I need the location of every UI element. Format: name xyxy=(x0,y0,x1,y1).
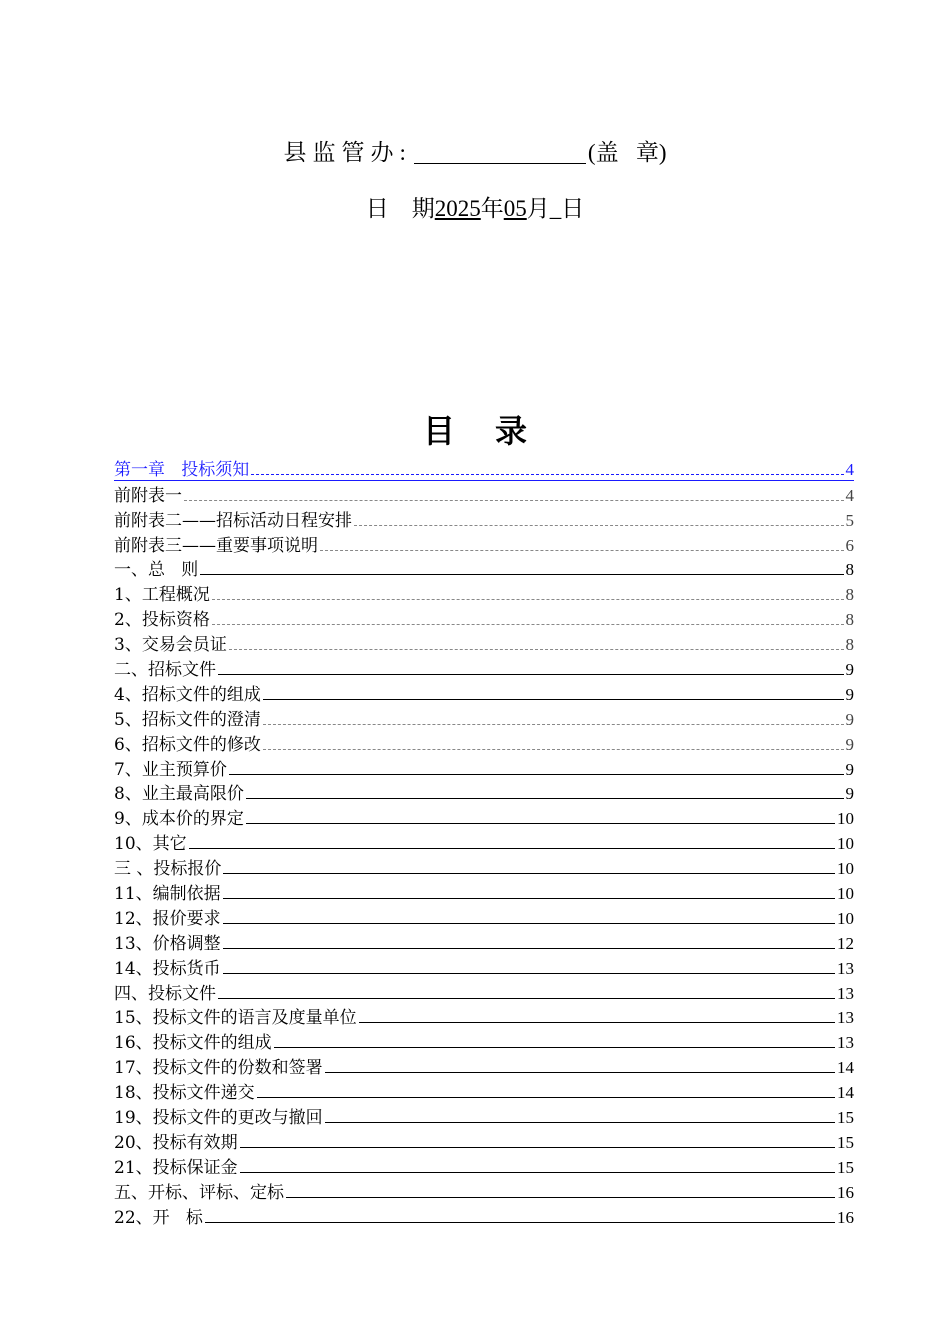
toc-leader xyxy=(200,574,843,575)
toc-entry[interactable] xyxy=(114,879,854,904)
toc-entry[interactable] xyxy=(114,780,854,805)
toc-entry-label: 前附表二——招标活动日程安排 xyxy=(114,510,352,531)
toc-entry-page: 9 xyxy=(845,709,854,729)
toc-entry-page: 10 xyxy=(837,809,854,829)
toc-leader xyxy=(212,624,844,625)
toc-entry-label: 前附表三——重要事项说明 xyxy=(114,535,318,556)
toc-entry-label: 三 、投标报价 xyxy=(114,859,222,880)
toc-leader xyxy=(286,1197,835,1198)
toc-leader xyxy=(223,873,835,874)
year-suffix: 年 xyxy=(480,196,504,221)
toc-leader xyxy=(223,973,835,974)
toc-entry[interactable] xyxy=(114,655,854,680)
toc-entry-page: 8 xyxy=(845,585,854,605)
toc-leader xyxy=(218,674,844,675)
toc-leader xyxy=(359,1022,835,1023)
toc-entry-page: 4 xyxy=(845,485,854,505)
toc-leader xyxy=(205,1222,835,1223)
date-month: 05 xyxy=(503,196,527,221)
toc-entry-page: 9 xyxy=(845,660,854,680)
toc-entry-page: 13 xyxy=(837,983,854,1003)
toc-entry-label: 13、价格调整 xyxy=(114,933,221,954)
toc-entry[interactable] xyxy=(114,854,854,879)
toc-entry[interactable] xyxy=(114,804,854,829)
toc-entry[interactable] xyxy=(114,1153,854,1178)
toc-entry-label: 18、投标文件递交 xyxy=(114,1083,255,1104)
toc-leader xyxy=(223,923,835,924)
toc-entry-page: 15 xyxy=(837,1132,854,1152)
toc-leader xyxy=(320,550,844,551)
toc-entry-label: 2、投标资格 xyxy=(114,610,210,631)
toc-entry[interactable] xyxy=(114,580,854,605)
toc-entry-page: 8 xyxy=(845,560,854,580)
toc-entry-label: 3、交易会员证 xyxy=(114,635,227,656)
toc-leader xyxy=(240,1172,835,1173)
toc-entry[interactable] xyxy=(114,929,854,954)
toc-entry[interactable] xyxy=(114,1103,854,1128)
toc-entry[interactable] xyxy=(114,680,854,705)
toc-entry-label: 7、业主预算价 xyxy=(114,759,227,780)
toc-entry-label: 9、成本价的界定 xyxy=(114,809,244,830)
toc-entry-label: 五、开标、评标、定标 xyxy=(114,1182,284,1203)
toc-leader xyxy=(218,998,835,999)
toc-entry-label: 15、投标文件的语言及度量单位 xyxy=(114,1008,357,1029)
toc-entry-page: 13 xyxy=(837,1033,854,1053)
toc-entry-page: 14 xyxy=(837,1058,854,1078)
toc-entry[interactable] xyxy=(114,730,854,755)
toc-entry[interactable] xyxy=(114,1053,854,1078)
toc-leader xyxy=(325,1072,835,1073)
toc-entry-page: 12 xyxy=(837,933,854,953)
toc-entry-label: 17、投标文件的份数和签署 xyxy=(114,1058,323,1079)
day-suffix: 日 xyxy=(561,196,585,221)
toc-entry-page: 13 xyxy=(837,1008,854,1028)
toc-leader xyxy=(229,774,844,775)
toc-entry-label: 8、业主最高限价 xyxy=(114,784,244,805)
toc-entry-page: 8 xyxy=(845,635,854,655)
month-suffix: 月 xyxy=(526,196,550,221)
toc-entry-label: 5、招标文件的澄清 xyxy=(114,709,261,730)
supervision-office-line xyxy=(0,134,950,167)
toc-entry[interactable] xyxy=(114,556,854,581)
toc-entry-label: 20、投标有效期 xyxy=(114,1132,238,1153)
toc-entry-label: 14、投标货币 xyxy=(114,958,221,979)
toc-entry-page: 8 xyxy=(845,610,854,630)
date-line xyxy=(0,190,950,223)
toc-leader xyxy=(263,699,844,700)
toc-entry[interactable] xyxy=(114,954,854,979)
toc-leader xyxy=(189,848,835,849)
table-of-contents xyxy=(114,455,854,1228)
toc-leader xyxy=(223,948,835,949)
toc-entry[interactable] xyxy=(114,1128,854,1153)
toc-leader xyxy=(212,599,844,600)
toc-leader xyxy=(246,798,844,799)
toc-entry-page: 10 xyxy=(837,859,854,879)
toc-entry-label: 1、工程概况 xyxy=(114,585,210,606)
toc-entry[interactable] xyxy=(114,455,854,481)
toc-entry[interactable] xyxy=(114,1178,854,1203)
toc-entry[interactable] xyxy=(114,630,854,655)
toc-entry[interactable] xyxy=(114,829,854,854)
toc-leader xyxy=(251,474,843,475)
toc-entry[interactable] xyxy=(114,979,854,1004)
toc-leader xyxy=(229,649,844,650)
toc-entry-page: 9 xyxy=(845,759,854,779)
toc-entry[interactable] xyxy=(114,705,854,730)
toc-leader xyxy=(354,525,844,526)
toc-entry[interactable] xyxy=(114,531,854,556)
toc-leader xyxy=(184,500,844,501)
toc-entry-label: 前附表一 xyxy=(114,485,182,506)
signature-blank xyxy=(414,139,586,164)
toc-entry[interactable] xyxy=(114,605,854,630)
toc-entry[interactable] xyxy=(114,481,854,506)
toc-entry-label: 11、编制依据 xyxy=(114,884,221,905)
toc-entry-label: 19、投标文件的更改与撤回 xyxy=(114,1108,323,1129)
toc-entry-label: 22、开 标 xyxy=(114,1207,203,1228)
toc-entry-page: 4 xyxy=(845,459,854,479)
toc-entry-page: 14 xyxy=(837,1083,854,1103)
toc-entry-page: 15 xyxy=(837,1157,854,1177)
toc-entry[interactable] xyxy=(114,755,854,780)
toc-entry-page: 9 xyxy=(845,734,854,754)
toc-entry[interactable] xyxy=(114,1004,854,1029)
toc-entry-page: 10 xyxy=(837,884,854,904)
toc-entry[interactable] xyxy=(114,1203,854,1228)
toc-entry-label: 10、其它 xyxy=(114,834,187,855)
stamp-label: (盖 章) xyxy=(587,140,667,165)
toc-leader xyxy=(257,1097,835,1098)
toc-leader xyxy=(263,724,844,725)
toc-leader xyxy=(274,1047,835,1048)
toc-entry-page: 10 xyxy=(837,834,854,854)
toc-entry-page: 5 xyxy=(845,510,854,530)
toc-leader xyxy=(263,749,844,750)
toc-entry-label: 16、投标文件的组成 xyxy=(114,1033,272,1054)
toc-entry-page: 9 xyxy=(845,784,854,804)
toc-leader xyxy=(223,898,835,899)
toc-entry-label: 6、招标文件的修改 xyxy=(114,734,261,755)
day-blank: _ xyxy=(549,196,562,221)
toc-entry-label: 4、招标文件的组成 xyxy=(114,684,261,705)
toc-entry-label: 21、投标保证金 xyxy=(114,1157,238,1178)
toc-leader xyxy=(240,1147,835,1148)
toc-leader xyxy=(246,823,835,824)
toc-entry-page: 6 xyxy=(845,535,854,555)
toc-entry[interactable] xyxy=(114,1028,854,1053)
date-label: 日 期 xyxy=(365,196,435,221)
toc-entry[interactable] xyxy=(114,904,854,929)
toc-entry-label: 12、报价要求 xyxy=(114,908,221,929)
toc-entry[interactable] xyxy=(114,506,854,531)
toc-title: 目录 xyxy=(422,412,567,450)
office-label: 县监管办: xyxy=(283,140,412,165)
date-year: 2025 xyxy=(434,196,481,221)
toc-entry-label: 二、招标文件 xyxy=(114,660,216,681)
toc-entry-page: 16 xyxy=(837,1182,854,1202)
toc-entry-page: 9 xyxy=(845,684,854,704)
toc-entry-label: 四、投标文件 xyxy=(114,983,216,1004)
toc-entry-label: 第一章 投标须知 xyxy=(114,459,250,480)
toc-entry-label: 一、总 则 xyxy=(114,560,199,581)
toc-leader xyxy=(325,1122,835,1123)
toc-entry-page: 10 xyxy=(837,908,854,928)
toc-entry-page: 13 xyxy=(837,958,854,978)
toc-entry-page: 15 xyxy=(837,1108,854,1128)
toc-entry[interactable] xyxy=(114,1078,854,1103)
toc-entry-page: 16 xyxy=(837,1207,854,1227)
